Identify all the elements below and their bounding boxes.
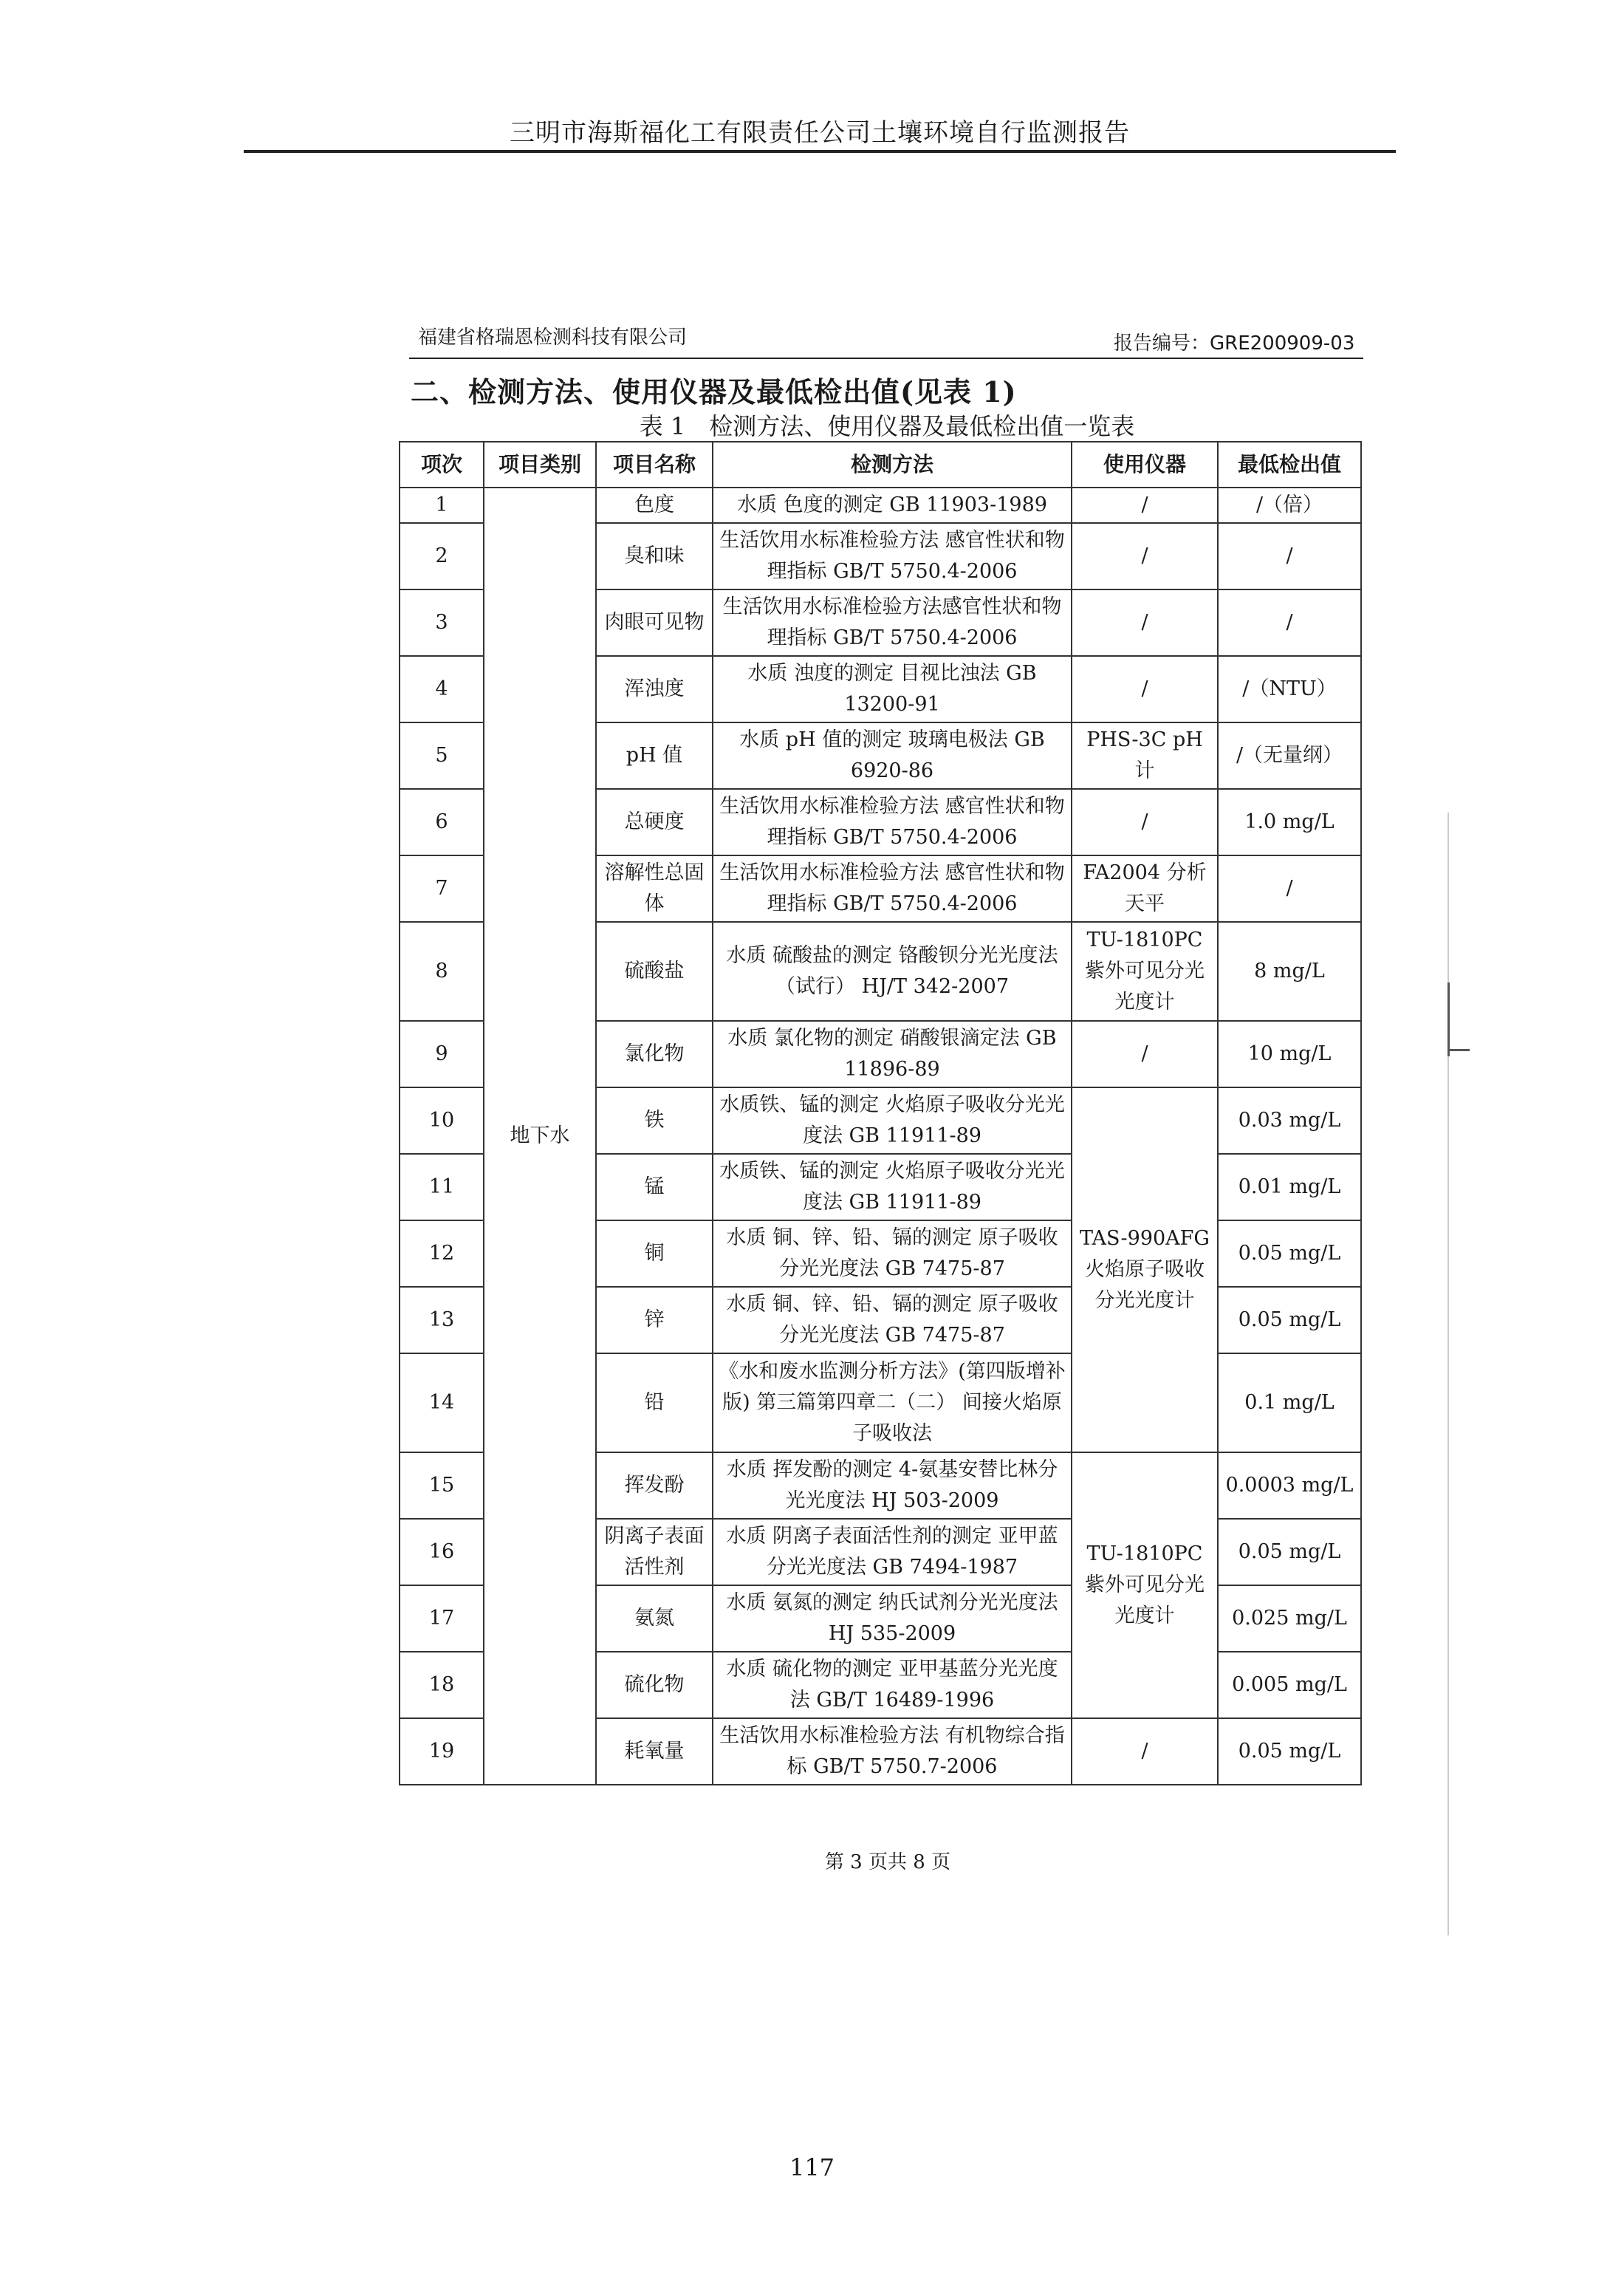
header-instrument: 使用仪器	[1072, 442, 1218, 488]
row-method: 水质 浊度的测定 目视比浊法 GB 13200-91	[713, 656, 1072, 722]
scan-edge-line	[1447, 813, 1449, 1935]
row-no: 14	[400, 1353, 484, 1452]
row-method: 水质 氯化物的测定 硝酸银滴定法 GB 11896-89	[713, 1021, 1072, 1087]
row-limit: 0.03 mg/L	[1218, 1087, 1361, 1154]
row-method: 水质 色度的测定 GB 11903-1989	[713, 488, 1072, 523]
header-name: 项目名称	[596, 442, 713, 488]
row-name: 铁	[596, 1087, 713, 1154]
testing-company: 福建省格瑞恩检测科技有限公司	[418, 327, 688, 349]
row-name: pH 值	[596, 722, 713, 789]
row-limit: 0.1 mg/L	[1218, 1353, 1361, 1452]
section-title: 二、检测方法、使用仪器及最低检出值(见表 1)	[411, 375, 1017, 409]
row-no: 5	[400, 722, 484, 789]
table-row	[400, 488, 1361, 523]
inner-page-footer: 第 3 页共 8 页	[824, 1851, 951, 1873]
row-no: 13	[400, 1287, 484, 1353]
row-no: 2	[400, 523, 484, 589]
row-limit: 1.0 mg/L	[1218, 789, 1361, 855]
row-limit: /	[1218, 589, 1361, 656]
row-no: 10	[400, 1087, 484, 1154]
row-no: 18	[400, 1652, 484, 1718]
row-name: 阴离子表面活性剂	[596, 1519, 713, 1585]
row-limit: /（NTU）	[1218, 656, 1361, 722]
row-no: 4	[400, 656, 484, 722]
row-method: 水质 铜、锌、铅、镉的测定 原子吸收分光光度法 GB 7475-87	[713, 1287, 1072, 1353]
row-instrument: /	[1072, 789, 1218, 855]
row-limit: /（倍）	[1218, 488, 1361, 523]
row-no: 16	[400, 1519, 484, 1585]
row-limit: 0.0003 mg/L	[1218, 1452, 1361, 1519]
header-divider	[244, 150, 1396, 153]
row-name: 氨氮	[596, 1585, 713, 1652]
row-name: 锰	[596, 1154, 713, 1220]
header-category: 项目类别	[484, 442, 596, 488]
row-no: 9	[400, 1021, 484, 1087]
row-name: 色度	[596, 488, 713, 523]
row-name: 锌	[596, 1287, 713, 1353]
row-instrument: PHS-3C pH 计	[1072, 722, 1218, 789]
report-title: 三明市海斯福化工有限责任公司土壤环境自行监测报告	[510, 118, 1130, 148]
row-name: 铜	[596, 1220, 713, 1287]
row-method: 《水和废水监测分析方法》(第四版增补版) 第三篇第四章二（二） 间接火焰原子吸收法	[713, 1353, 1072, 1452]
row-method: 水质 硫酸盐的测定 铬酸钡分光光度法（试行） HJ/T 342-2007	[713, 922, 1072, 1021]
row-instrument: /	[1072, 488, 1218, 523]
row-limit: 0.05 mg/L	[1218, 1287, 1361, 1353]
row-name: 浑浊度	[596, 656, 713, 722]
row-name: 溶解性总固体	[596, 855, 713, 922]
row-method: 水质 氨氮的测定 纳氏试剂分光光度法 HJ 535-2009	[713, 1585, 1072, 1652]
row-instrument: TU-1810PC 紫外可见分光光度计	[1072, 922, 1218, 1021]
row-method: 生活饮用水标准检验方法 有机物综合指标 GB/T 5750.7-2006	[713, 1718, 1072, 1785]
row-method: 水质 挥发酚的测定 4-氨基安替比林分光光度法 HJ 503-2009	[713, 1452, 1072, 1519]
row-instrument: /	[1072, 523, 1218, 589]
row-name: 铅	[596, 1353, 713, 1452]
row-no: 19	[400, 1718, 484, 1785]
header-no: 项次	[400, 442, 484, 488]
row-no: 6	[400, 789, 484, 855]
row-no: 12	[400, 1220, 484, 1287]
row-instrument: FA2004 分析天平	[1072, 855, 1218, 922]
row-name: 挥发酚	[596, 1452, 713, 1519]
row-instrument: /	[1072, 1021, 1218, 1087]
binding-mark	[1447, 982, 1464, 1056]
row-name: 总硬度	[596, 789, 713, 855]
row-no: 7	[400, 855, 484, 922]
report-number: 报告编号：GRE200909-03	[1114, 332, 1355, 355]
row-limit: 0.005 mg/L	[1218, 1652, 1361, 1718]
row-no: 15	[400, 1452, 484, 1519]
binding-tick	[1447, 1049, 1470, 1051]
instrument-flame-aas: TAS-990AFG 火焰原子吸收分光光度计	[1072, 1087, 1218, 1452]
row-method: 水质 铜、锌、铅、镉的测定 原子吸收分光光度法 GB 7475-87	[713, 1220, 1072, 1287]
row-instrument: /	[1072, 656, 1218, 722]
row-method: 水质 pH 值的测定 玻璃电极法 GB 6920-86	[713, 722, 1072, 789]
row-limit: 0.025 mg/L	[1218, 1585, 1361, 1652]
row-name: 硫化物	[596, 1652, 713, 1718]
category-cell: 地下水	[484, 488, 596, 1785]
row-limit: 10 mg/L	[1218, 1021, 1361, 1087]
inner-header-divider	[409, 358, 1363, 359]
header-limit: 最低检出值	[1218, 442, 1361, 488]
row-limit: /	[1218, 855, 1361, 922]
header-method: 检测方法	[713, 442, 1072, 488]
row-method: 水质铁、锰的测定 火焰原子吸收分光光度法 GB 11911-89	[713, 1154, 1072, 1220]
row-limit: /	[1218, 523, 1361, 589]
row-method: 生活饮用水标准检验方法 感官性状和物理指标 GB/T 5750.4-2006	[713, 523, 1072, 589]
row-limit: 0.05 mg/L	[1218, 1519, 1361, 1585]
row-name: 臭和味	[596, 523, 713, 589]
row-name: 硫酸盐	[596, 922, 713, 1021]
row-method: 生活饮用水标准检验方法感官性状和物理指标 GB/T 5750.4-2006	[713, 589, 1072, 656]
row-method: 水质 硫化物的测定 亚甲基蓝分光光度法 GB/T 16489-1996	[713, 1652, 1072, 1718]
row-no: 8	[400, 922, 484, 1021]
row-no: 11	[400, 1154, 484, 1220]
table-header-row	[400, 442, 1361, 488]
row-instrument: /	[1072, 589, 1218, 656]
instrument-uv-vis: TU-1810PC 紫外可见分光光度计	[1072, 1452, 1218, 1718]
row-instrument: /	[1072, 1718, 1218, 1785]
row-no: 1	[400, 488, 484, 523]
row-method: 水质铁、锰的测定 火焰原子吸收分光光度法 GB 11911-89	[713, 1087, 1072, 1154]
row-name: 氯化物	[596, 1021, 713, 1087]
row-method: 生活饮用水标准检验方法 感官性状和物理指标 GB/T 5750.4-2006	[713, 789, 1072, 855]
row-name: 肉眼可见物	[596, 589, 713, 656]
table-caption: 表 1 检测方法、使用仪器及最低检出值一览表	[639, 412, 1135, 440]
row-method: 水质 阴离子表面活性剂的测定 亚甲蓝分光光度法 GB 7494-1987	[713, 1519, 1072, 1585]
row-limit: /（无量纲）	[1218, 722, 1361, 789]
row-limit: 0.05 mg/L	[1218, 1718, 1361, 1785]
row-limit: 0.05 mg/L	[1218, 1220, 1361, 1287]
row-method: 生活饮用水标准检验方法 感官性状和物理指标 GB/T 5750.4-2006	[713, 855, 1072, 922]
page-number: 117	[789, 2153, 835, 2181]
row-no: 3	[400, 589, 484, 656]
row-name: 耗氧量	[596, 1718, 713, 1785]
row-limit: 0.01 mg/L	[1218, 1154, 1361, 1220]
row-limit: 8 mg/L	[1218, 922, 1361, 1021]
row-no: 17	[400, 1585, 484, 1652]
methods-table	[399, 441, 1362, 1785]
